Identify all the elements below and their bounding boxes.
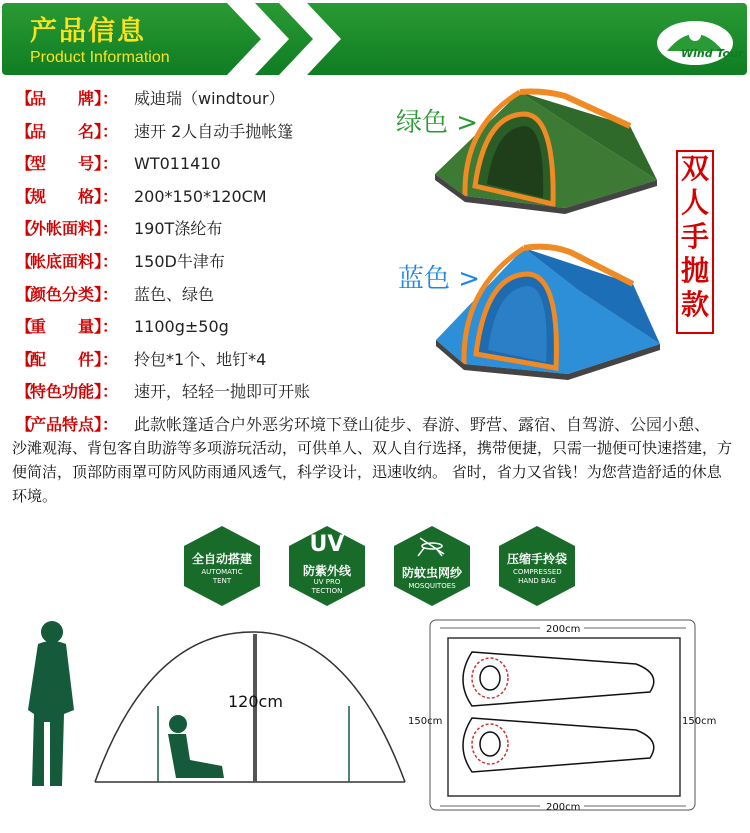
blue-tent-image: [428, 240, 668, 380]
spec-label: [16, 86, 126, 112]
child-silhouette: [168, 715, 224, 778]
header-title-cn: 产品信息: [30, 16, 146, 47]
product-description: 沙滩观海、背包客自助游等多项游玩活动，可供单人、双人自行选择，携带便捷，只需一抛便可快速搭建，方便简洁，顶部防雨罩可防风防雨通风透气，科学设计，迅速收纳。 省时，省力又省钱！为您营造舒适的休息环境。: [12, 439, 733, 505]
spec-value: WT011410: [134, 154, 221, 174]
spec-label: [16, 282, 126, 308]
badge-en: COMPRESSED HAND BAG: [513, 568, 562, 585]
spec-bracket: 】：: [94, 252, 119, 271]
spec-bracket: 】：: [94, 154, 119, 174]
spec-bracket: 】：: [94, 219, 119, 239]
badge-uv-protection: [285, 524, 369, 608]
spec-bracket: 【: [16, 415, 33, 434]
spec-bracket: 】：: [94, 415, 119, 434]
two-person-tag: [676, 150, 714, 334]
spec-value: 190T涤纶布: [134, 219, 223, 239]
spec-bracket: 】：: [94, 382, 119, 402]
badge-en: AUTOMATIC TENT: [201, 568, 243, 585]
spec-label-text: 产品特点: [30, 415, 95, 434]
spec-label: [16, 119, 126, 145]
badge-cn: 防紫外线: [302, 564, 351, 578]
svg-text:Wind Tour: Wind Tour: [681, 47, 744, 60]
spec-bracket: 【: [16, 252, 33, 271]
spec-bracket: 】：: [94, 284, 119, 304]
spec-label-text: 型 号: [30, 154, 95, 174]
left-depth-label: 150cm: [408, 716, 443, 727]
spec-label-text: 品 牌: [30, 89, 95, 108]
spec-bracket: 】：: [94, 186, 119, 206]
spec-value: 200*150*120CM: [134, 186, 267, 206]
spec-bracket: 【: [16, 89, 33, 108]
spec-value: 速开 2人自动手抛帐篷: [134, 121, 294, 141]
badge-compressed-bag: [495, 524, 579, 608]
spec-bracket: 【: [16, 349, 33, 369]
badge-automatic-tent: [180, 524, 264, 608]
badge-uv-big: UV: [309, 532, 345, 557]
spec-bracket: 】：: [94, 317, 119, 337]
spec-label: [16, 151, 126, 177]
spec-label-text: 重 量: [30, 317, 95, 337]
tag-char: 双: [680, 152, 709, 185]
spec-value: 蓝色、绿色: [134, 284, 215, 304]
sleeping-bag-icon: [463, 652, 654, 706]
adult-silhouette: [28, 621, 74, 786]
tag-char: 手: [680, 220, 709, 253]
spec-bracket: 】：: [94, 349, 119, 369]
spec-label: [16, 184, 126, 210]
tag-char: 抛: [680, 254, 709, 287]
header-title-en: Product Information: [30, 49, 170, 66]
spec-bracket: 】：: [94, 89, 119, 108]
spec-value: 拎包*1个、地钉*4: [134, 349, 267, 369]
spec-value: 此款帐篷适合户外恶劣环境下登山徒步、春游、野营、露宿、自驾游、公园小憩、: [134, 415, 711, 434]
spec-bracket: 【: [16, 154, 33, 174]
spec-value: 威迪瑞（windtour）: [134, 89, 285, 108]
spec-bracket: 【: [16, 186, 33, 206]
spec-label-text: 特色功能: [30, 382, 95, 402]
tent-floor-plan-diagram: [400, 620, 720, 820]
tag-char: 人: [680, 186, 709, 219]
spec-bracket: 【: [16, 382, 33, 402]
spec-value: 速开，轻轻一抛即可开账: [134, 382, 311, 402]
right-depth-label: 150cm: [682, 716, 717, 727]
spec-label-text: 品 名: [30, 121, 95, 141]
badge-cn: 压缩手拎袋: [506, 552, 567, 566]
spec-label: [16, 379, 126, 405]
spec-label-text: 颜色分类: [30, 284, 95, 304]
badge-en: UV PRO TECTION: [311, 578, 343, 595]
spec-label: [16, 347, 126, 373]
green-tent-image: [425, 86, 665, 214]
green-color-label: 绿色 >: [396, 108, 479, 138]
spec-label: [16, 249, 126, 275]
bottom-width-label: 200cm: [546, 802, 581, 813]
spec-value: 1100g±50g: [134, 317, 229, 337]
sleeping-bag-icon: [463, 718, 654, 772]
spec-label: [16, 314, 126, 340]
top-width-label: 200cm: [546, 624, 581, 635]
badge-cn: 全自动搭建: [191, 552, 252, 566]
spec-label-text: 配 件: [30, 349, 95, 369]
spec-bracket: 【: [16, 121, 33, 141]
tag-char: 款: [680, 288, 709, 321]
badge-en: MOSQUITOES: [408, 582, 456, 590]
spec-value: 150D牛津布: [134, 252, 225, 271]
spec-label-text: 帐底面料: [30, 252, 95, 271]
spec-bracket: 【: [16, 219, 33, 239]
badge-cn: 防蚊虫网纱: [401, 566, 462, 580]
height-label: 120cm: [228, 692, 283, 711]
spec-label: [16, 216, 126, 242]
spec-bracket: 【: [16, 284, 33, 304]
chevron-right-icon: [227, 3, 347, 75]
spec-label: [16, 412, 126, 438]
header-banner: [2, 3, 747, 75]
windtour-logo: [653, 13, 744, 69]
badge-mosquito-net: [390, 524, 474, 608]
blue-color-label: 蓝色 >: [398, 264, 481, 294]
spec-bracket: 】：: [94, 121, 119, 141]
spec-label-text: 规 格: [30, 186, 95, 206]
tent-side-view-diagram: [0, 610, 420, 810]
spec-bracket: 【: [16, 317, 33, 337]
spec-label-text: 外帐面料: [30, 219, 95, 239]
